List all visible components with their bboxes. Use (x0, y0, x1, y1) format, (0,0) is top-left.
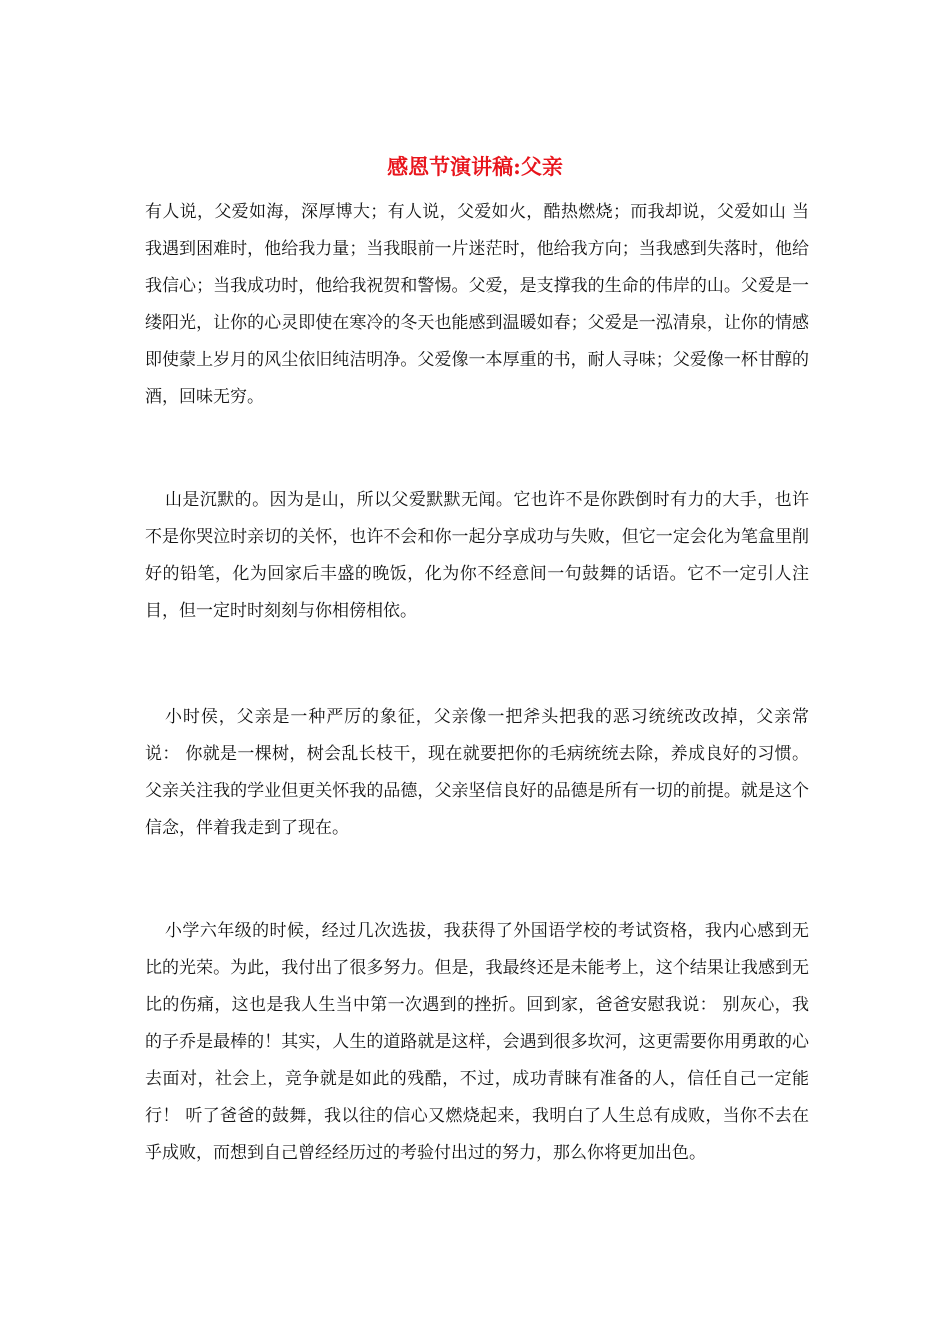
paragraph-4: 小学六年级的时候，经过几次选拔，我获得了外国语学校的考试资格，我内心感到无比的光荣。为此，我付出了很多努力。但是，我最终还是未能考上，这个结果让我感到无比的伤痛，这也是我人生当中第一次遇到的挫折。回到家，爸爸安慰我说： 别灰心，我的子乔是最棒的！其实，人生的道路就是这样，会遇到很多坎河，这更需要你用勇敢的心去面对，社会上，竞争就是如此的残酷，不过，成功青睐有准备的人，信任自己一定能行！ 听了爸爸的鼓舞，我以往的信心又燃烧起来，我明白了人生总有成败，当你不去在乎成败，而想到自己曾经经历过的考验付出过的努力，那么你将更加出色。 (145, 921, 809, 1163)
paragraph-2: 山是沉默的。因为是山，所以父爱默默无闻。它也许不是你跌倒时有力的大手，也许不是你哭泣时亲切的关怀，也许不会和你一起分享成功与失败，但它一定会化为笔盒里削好的铅笔，化为回家后丰盛的晚饭，化为你不经意间一句鼓舞的话语。它不一定引人注目，但一定时时刻刻与你相傍相依。 (145, 490, 809, 621)
document-title: 感恩节演讲稿:父亲 (387, 154, 563, 179)
paragraph-1: 有人说，父爱如海，深厚博大；有人说，父爱如火，酷热燃烧；而我却说，父爱如山 当我遇到困难时，他给我力量；当我眼前一片迷茫时，他给我方向；当我感到失落时，他给我信心；当我成功时，他给我祝贺和警惕。父爱，是支撑我的生命的伟岸的山。父爱是一缕阳光，让你的心灵即使在寒冷的冬天也能感到温暖如春；父爱是一泓清泉，让你的情感即使蒙上岁月的风尘依旧纯洁明净。父爱像一本厚重的书，耐人寻味；父爱像一杯甘醇的酒，回味无穷。 (145, 202, 809, 407)
paragraph-3: 小时侯，父亲是一种严厉的象征，父亲像一把斧头把我的恶习统统改改掉，父亲常说： 你就是一棵树，树会乱长枝干，现在就要把你的毛病统统去除，养成良好的习惯。父亲关注我的学业但更关怀我的品德，父亲坚信良好的品德是所有一切的前提。就是这个信念，伴着我走到了现在。 (145, 707, 809, 838)
